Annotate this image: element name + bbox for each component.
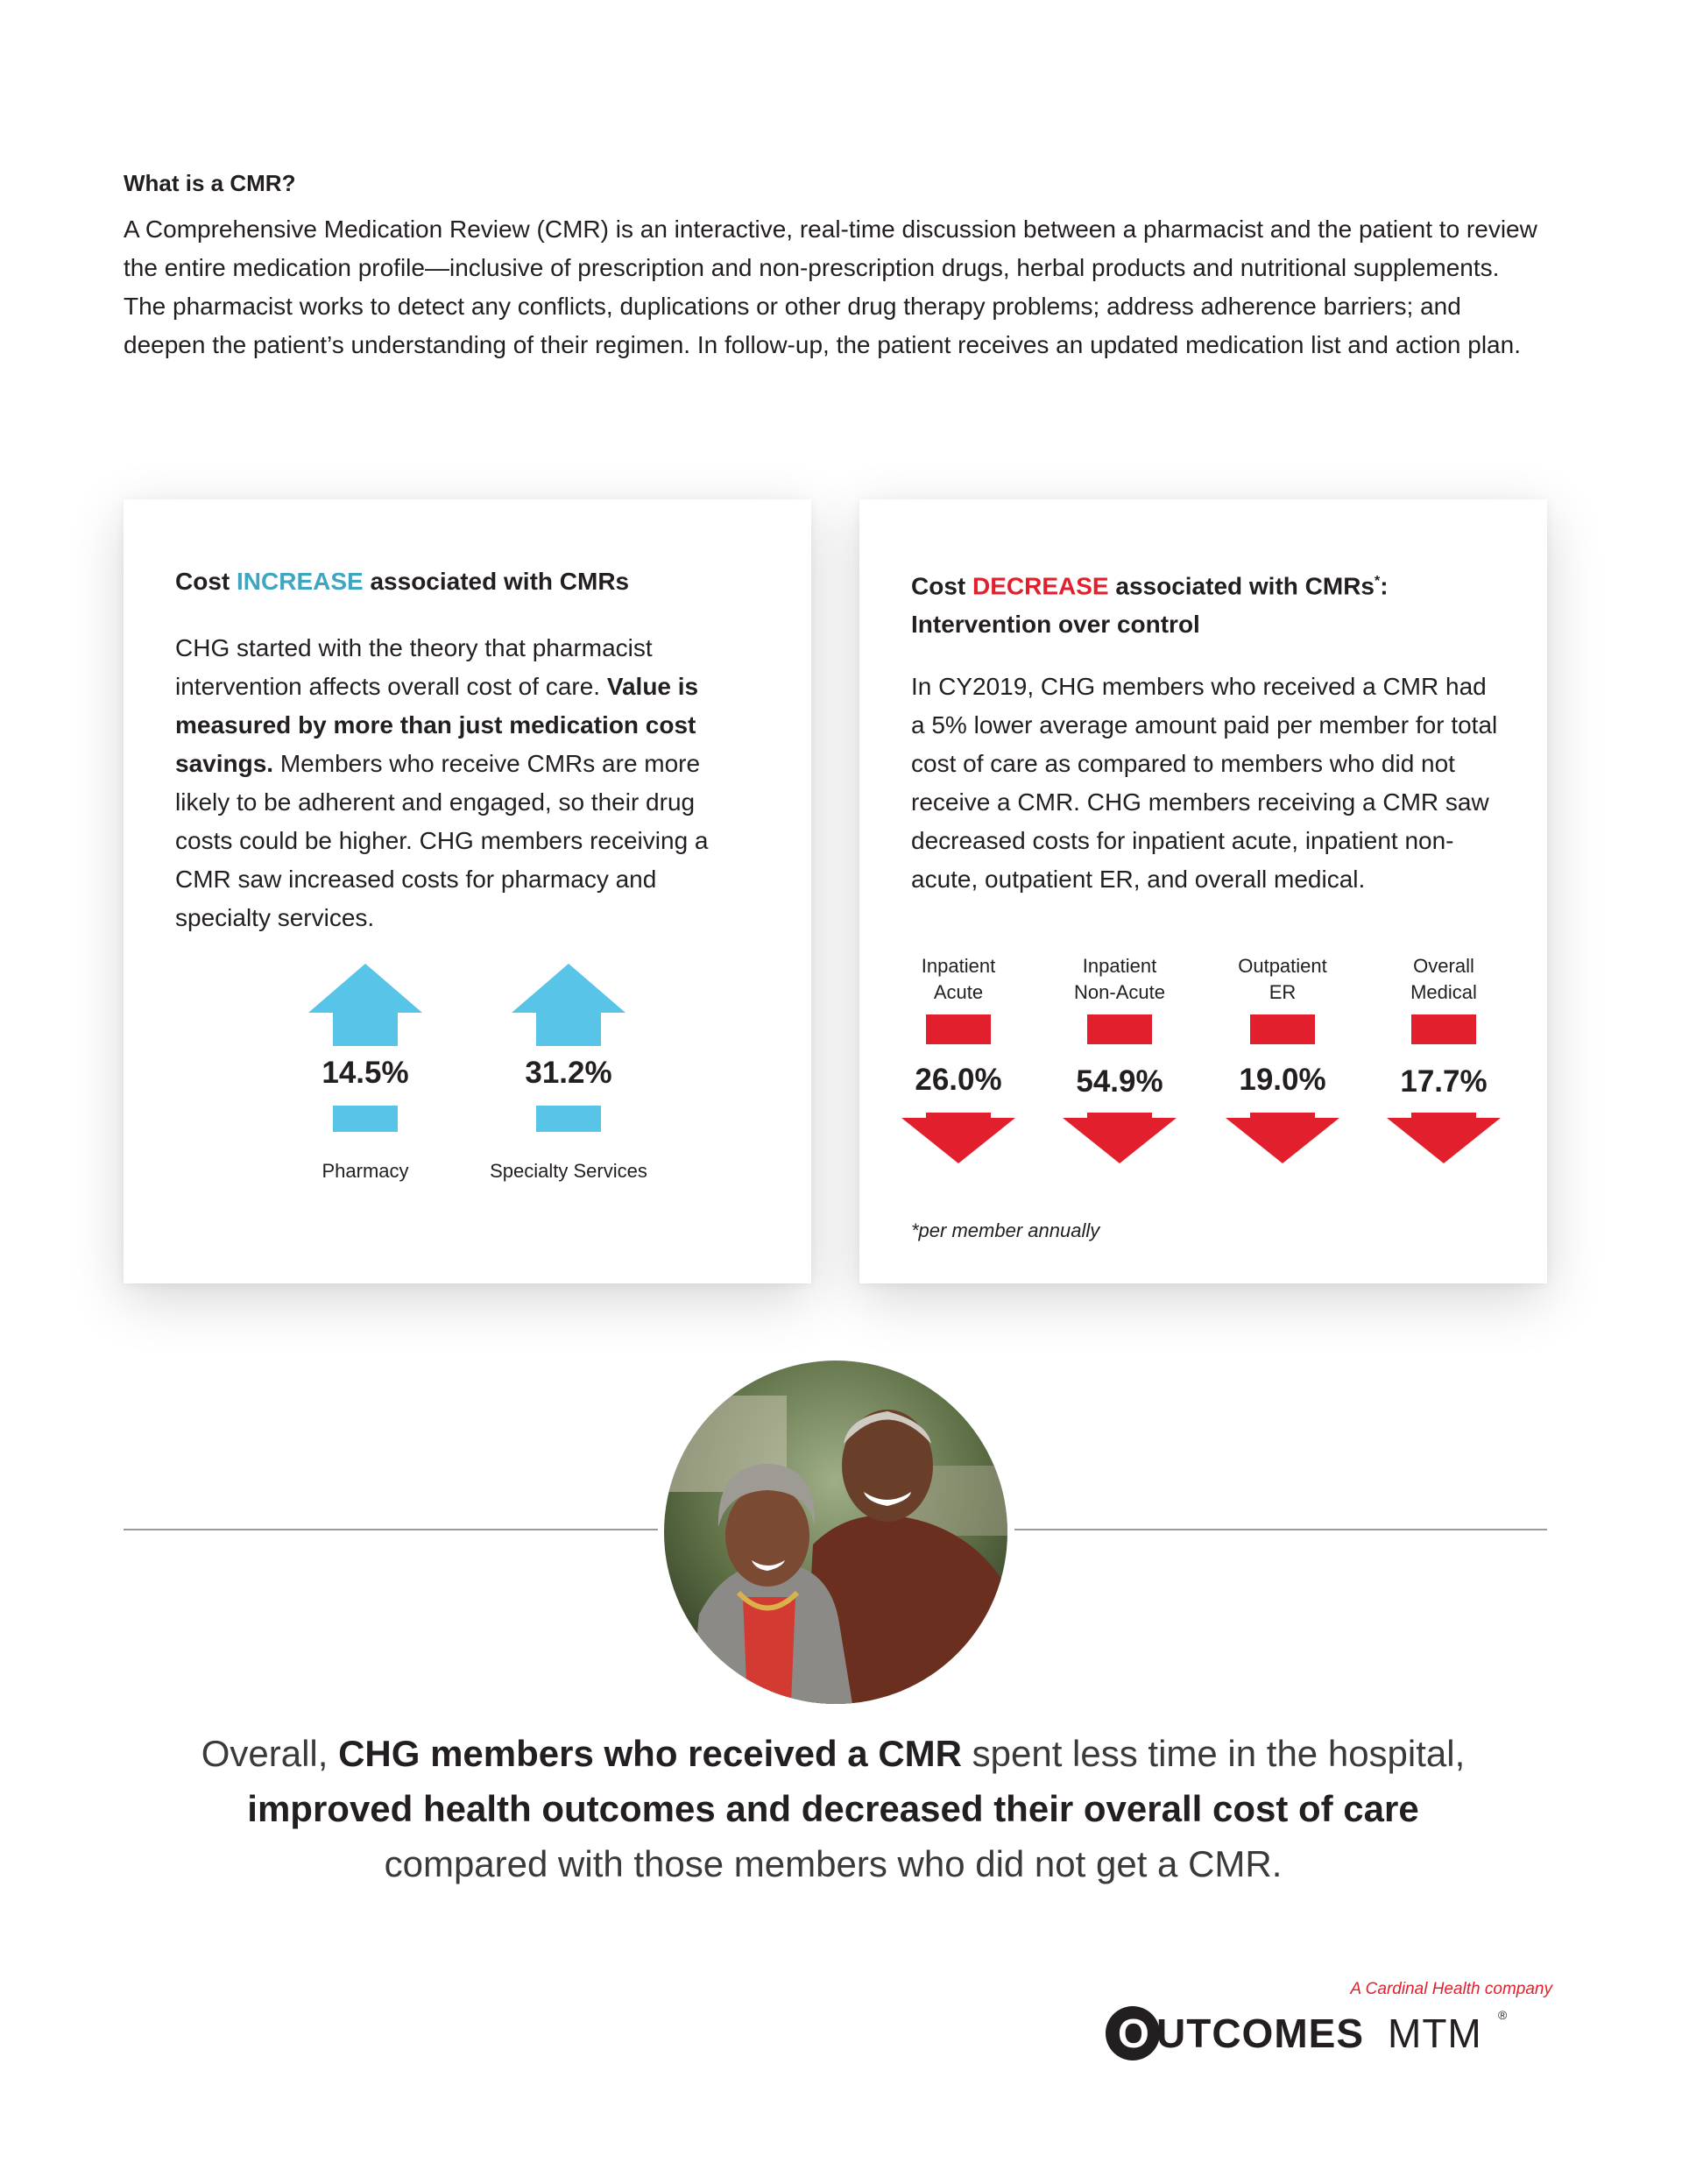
stat-label-line1: Overall bbox=[1413, 955, 1474, 977]
stat-inpatient-non-acute bbox=[1063, 953, 1177, 1163]
stat-overall-medical bbox=[1387, 953, 1501, 1163]
closing-statement: Overall, CHG members who received a CMR spent less time in the hospital, improved health outcomes and decreased their overall cost of care compared with those members who did not get a CMR. bbox=[201, 1733, 1466, 1884]
down-arrow-icon bbox=[1063, 1113, 1177, 1163]
logo-outcomes: UTCOMES bbox=[1156, 2011, 1364, 2056]
stat-value: 19.0% bbox=[1239, 1063, 1326, 1097]
stat-value: 14.5% bbox=[322, 1056, 409, 1090]
logo-registered: ® bbox=[1498, 2008, 1508, 2022]
stat-bar bbox=[333, 1106, 398, 1132]
logo-tagline: A Cardinal Health company bbox=[1350, 1980, 1552, 1998]
cost-decrease-body: In CY2019, CHG members who received a CMR had a 5% lower average amount paid per member for total cost of care as compared to members who did not receive a CMR. CHG members receiving a CMR saw decreased costs for inpatient acute, inpatient non-acute, outpatient ER, and overall medical. bbox=[911, 673, 1498, 893]
stat-bar bbox=[1087, 1014, 1152, 1044]
down-arrow-icon bbox=[1226, 1113, 1339, 1163]
stat-bar bbox=[1411, 1014, 1476, 1044]
logo-o: O bbox=[1118, 2011, 1149, 2056]
stat-label: Specialty Services bbox=[490, 1160, 647, 1182]
stat-value: 54.9% bbox=[1076, 1064, 1163, 1099]
stat-value: 26.0% bbox=[915, 1063, 1002, 1097]
stat-label-line1: Outpatient bbox=[1238, 955, 1327, 977]
stat-bar bbox=[536, 1106, 601, 1132]
stat-label-line2: Acute bbox=[933, 981, 984, 1003]
cost-increase-card bbox=[124, 499, 811, 1283]
divider-left bbox=[124, 1529, 658, 1530]
stat-bar bbox=[1250, 1014, 1315, 1044]
cost-increase-body: CHG started with the theory that pharmacist intervention affects overall cost of care. Value is measured by more than just medication cost savings. Members who receive CMRs are more likely to be adherent and engaged, so their drug costs could be higher. CHG members receiving a CMR saw increased costs for pharmacy and specialty services. bbox=[175, 634, 709, 931]
divider-right bbox=[1014, 1529, 1547, 1530]
stat-value: 17.7% bbox=[1400, 1064, 1488, 1099]
stat-bar bbox=[926, 1014, 991, 1044]
logo-mtm: MTM bbox=[1388, 2011, 1482, 2056]
couple-photo bbox=[664, 1361, 1007, 1704]
up-arrow-icon bbox=[308, 964, 422, 1046]
cost-decrease-title: Cost DECREASE associated with CMRs*: Intervention over control bbox=[911, 572, 1389, 639]
cost-decrease-subtitle: Intervention over control bbox=[911, 611, 1200, 639]
stat-value: 31.2% bbox=[525, 1056, 612, 1090]
stat-label-line2: Non-Acute bbox=[1074, 981, 1165, 1003]
intro-heading: What is a CMR? bbox=[124, 170, 296, 196]
stat-label-line1: Inpatient bbox=[1082, 955, 1157, 977]
down-arrow-icon bbox=[901, 1113, 1015, 1163]
intro-section bbox=[124, 166, 1543, 364]
cost-increase-title: Cost INCREASE associated with CMRs bbox=[175, 568, 630, 595]
outcomesmtm-logo bbox=[1106, 1980, 1552, 2085]
stat-label-line1: Inpatient bbox=[921, 955, 996, 977]
down-arrow-icon bbox=[1387, 1113, 1501, 1163]
stat-inpatient-acute bbox=[901, 953, 1015, 1163]
stat-outpatient-er bbox=[1226, 953, 1339, 1163]
stat-label: Pharmacy bbox=[322, 1160, 409, 1182]
up-arrow-icon bbox=[512, 964, 625, 1046]
stat-specialty-services bbox=[490, 964, 647, 1182]
intro-body: A Comprehensive Medication Review (CMR) is an interactive, real-time discussion between a pharmacist and the patient to review the entire medication profile—inclusive of prescription and non-prescription drugs, herbal products and nutritional supplements. The pharmacist works to detect any conflicts, duplications or other drug therapy problems; address adherence barriers; and deepen the patient’s understanding of their regimen. In follow-up, the patient receives an updated medication list and action plan. bbox=[124, 216, 1537, 358]
cost-decrease-card bbox=[859, 499, 1547, 1283]
stat-label-line2: Medical bbox=[1410, 981, 1477, 1003]
stat-pharmacy bbox=[308, 964, 422, 1182]
footnote: *per member annually bbox=[911, 1219, 1100, 1241]
stat-label-line2: ER bbox=[1269, 981, 1297, 1003]
